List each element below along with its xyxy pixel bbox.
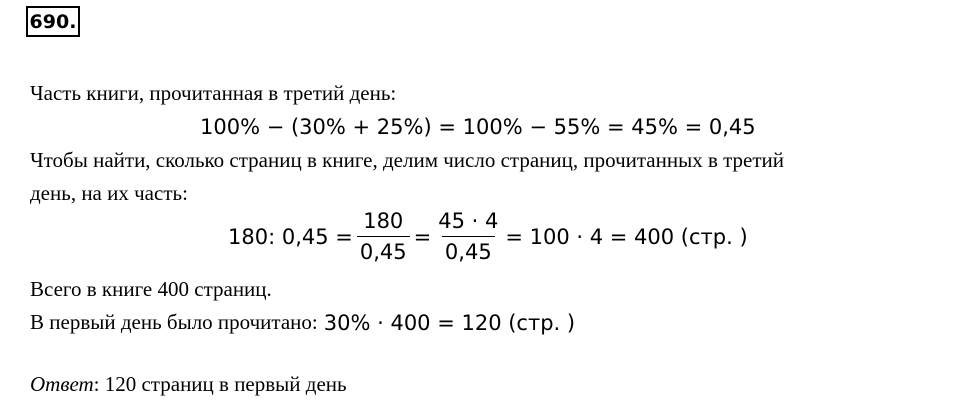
explanation-line-2: день, на их часть: [30, 181, 188, 205]
first-day-text: В первый день было прочитано: [30, 310, 318, 334]
equation-lhs: 180: 0,45 = [228, 224, 353, 249]
equation-rhs: = 100 · 4 = 400 (стр. ) [505, 224, 748, 249]
fraction-2 [435, 209, 501, 264]
first-day-equation: 30% · 400 = 120 (стр. ) [323, 310, 576, 335]
intro-line: Часть книги, прочитанная в третий день: [30, 81, 397, 105]
total-pages-line: Всего в книге 400 страниц. [30, 277, 272, 301]
fraction-2-denominator: 0,45 [442, 236, 495, 264]
equation-fraction [228, 209, 748, 264]
first-day-line [30, 310, 575, 335]
answer-text: : 120 страниц в первый день [93, 372, 347, 396]
answer-line [30, 372, 347, 397]
equals-sign: = [413, 224, 432, 249]
fraction-1-denominator: 0,45 [357, 236, 410, 264]
fraction-2-numerator: 45 · 4 [438, 209, 499, 233]
answer-label: Ответ [30, 372, 94, 396]
equation-percent: 100% − (30% + 25%) = 100% − 55% = 45% = 0,45 [200, 115, 756, 139]
explanation-line-1: Чтобы найти, сколько страниц в книге, делим число страниц, прочитанных в третий [30, 148, 785, 172]
fraction-1-numerator: 180 [363, 209, 404, 233]
fraction-1 [357, 209, 410, 264]
problem-number: 690. [26, 6, 80, 37]
